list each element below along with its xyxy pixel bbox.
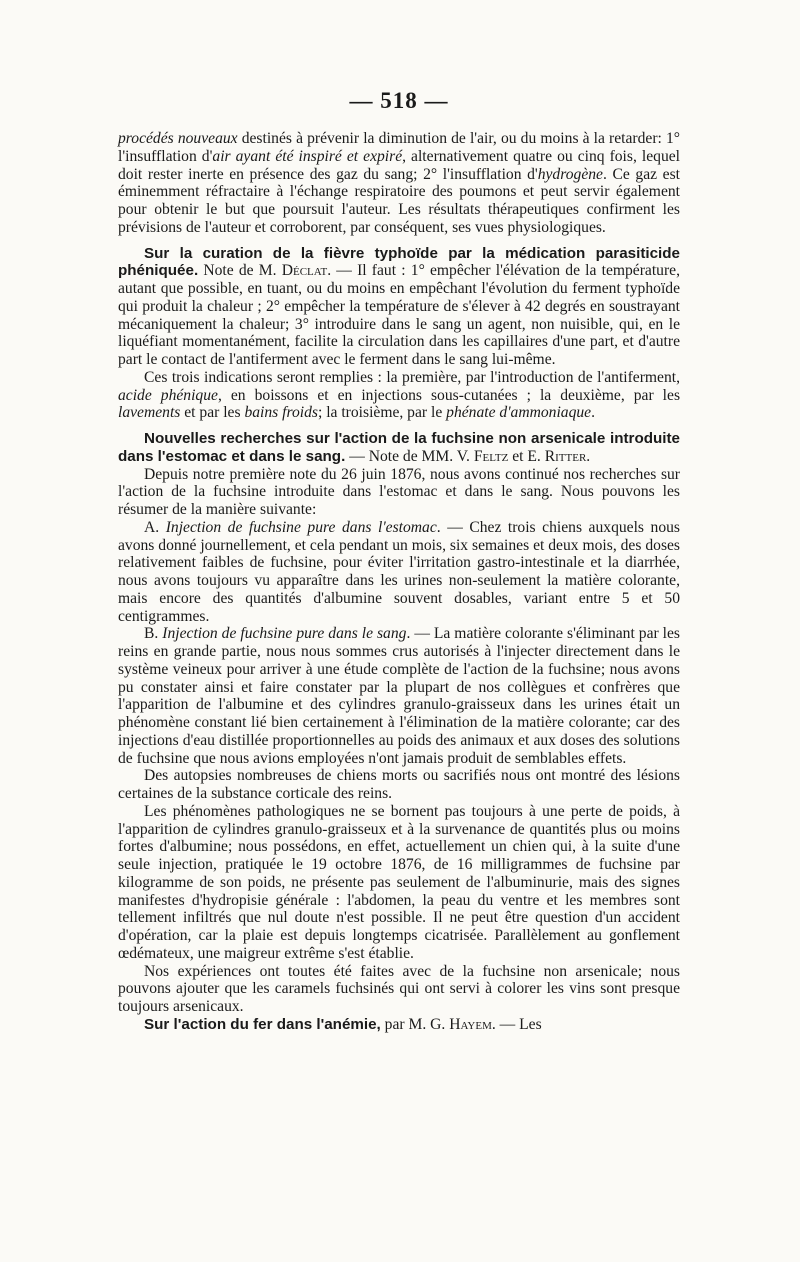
text: , alternativement quatre ou cinq fois, lequel doit rester inerte en présence des gaz du sang; 2° l'insufflation d' (118, 147, 680, 183)
paragraph-experiences: Nos expériences ont toutes été faites avec de la fuchsine non arsenicale; nous pouvons ajouter que les caramels fuchsinés qui ont servi à colorer les vins sont presque toujours arsenicaux. (118, 962, 680, 1015)
text: . Ce gaz est éminemment réfractaire à l'échange respiratoire des poumons et peut servir également pour obtenir le but que poursuit l'auteur. Les résultats thérapeutiques confirment les prévisions de l'auteur et corroborent, par conséquent, ses vues physiologiques. (118, 165, 680, 236)
author-name: Ritter (544, 447, 587, 465)
paragraph-1 (118, 130, 680, 237)
paragraph-indications (118, 369, 680, 422)
body-text (118, 130, 680, 1034)
text: . — Chez trois chiens auxquels nous avons donné journellement, et cela pendant un mois, six semaines et deux mois, des doses relativement faibles de fuchsine, pour éviter l'irritation gastro-intestinale et la diarrhée, nous avons toujours vu apparaître dans les urines non-seulement la matière colorante, mais encore des quantités d'albumine souvent dosables, variant entre 5 et 50 centigrammes. (118, 518, 680, 625)
author-name: Feltz (473, 447, 509, 465)
text: et E. (508, 447, 545, 465)
paragraph-sang (118, 625, 680, 767)
italic-text: air ayant été inspiré et expiré (212, 147, 403, 165)
italic-text: hydrogène (537, 165, 603, 183)
section-heading: Sur l'action du fer dans l'anémie, (144, 1015, 381, 1033)
text: . — La matière colorante s'éliminant par les reins en grande partie, nous nous sommes crus autorisés à l'injecter directement dans le système veineux pour arriver à une étude complète de l'action de la fuchsine; nous avons pu constater ainsi et faire constater par la plupart de nos collègues et confrères que l'apparition de l'albumine et des cylindres granulo-graisseux dans les urines était un phénomène constant lié bien certainement à l'élimination de la matière colorante; car des injections d'eau distillée proportionnelles au poids des animaux et aux doses des solutions de fuchsine que nous avions employées n'ont jamais produit de semblables effets. (118, 625, 680, 767)
italic-text: acide phénique (118, 386, 218, 404)
text: . — Les (491, 1015, 542, 1033)
author-name: Déclat (281, 262, 328, 280)
section-fer (118, 1016, 680, 1034)
item-label: B. (144, 625, 163, 643)
italic-text: phénate d'ammoniaque (446, 404, 592, 422)
text: , en boissons et en injections sous-cutanées ; la deuxième, par les (217, 386, 681, 404)
text: — Note de MM. V. (345, 447, 474, 465)
text: destinés à prévenir la diminution de l'air, ou du moins à la retarder: 1° l'insufflation d' (118, 130, 681, 165)
page-number: — 518 — (349, 88, 449, 113)
paragraph-summary: Depuis notre première note du 26 juin 1876, nous avons continué nos recherches sur l'action de la fuchsine introduite dans l'estomac et dans le sang. Nous pouvons les résumer de la manière suivante: (118, 465, 680, 518)
italic-text: lavements (118, 404, 181, 422)
paragraph-autopsies: Des autopsies nombreuses de chiens morts ou sacrifiés nous ont montré des lésions certaines de la substance corticale des reins. (118, 767, 680, 802)
text: par M. G. (380, 1015, 450, 1033)
text: . — Il faut : 1° empêcher l'élévation de la température, autant que possible, en tuant, ou du moins en empêchant l'évolution du ferment typhoïde qui produit la chaleur ; 2° empêcher la température de s'élever à 42 degrés en soustrayant mécaniquement la chaleur; 3° introduire dans le sang un agent, non nuisible, qui, en le liquéfiant momentanément, facilite la circulation dans les capillaires d'une part, et d'autre part le contact de l'antiferment avec le ferment dans le sang lui-même. (118, 262, 680, 368)
italic-text: Injection de fuchsine pure dans le sang (162, 625, 407, 643)
section-fuchsine (118, 430, 680, 466)
paragraph-estomac (118, 519, 680, 626)
item-label: A. (144, 518, 166, 536)
text: . (591, 404, 595, 422)
section-heading: Sur la curation de la fièvre typhoïde par la médication parasiticide phéniquée. (118, 244, 680, 280)
author-name: Hayem (449, 1015, 492, 1033)
section-typhoid (118, 245, 680, 369)
section-heading: Nouvelles recherches sur l'action de la fuchsine non arsenicale introduite dans l'estomac et dans le sang. (118, 430, 680, 465)
italic-text: bains froids (244, 404, 318, 422)
text: ; la troisième, par le (317, 404, 447, 422)
text: et par les (180, 404, 245, 422)
paragraph-phenomenes: Les phénomènes pathologiques ne se bornent pas toujours à une perte de poids, à l'apparition de cylindres granulo-graisseux et à la survenance de quantités plus ou moins fortes d'albumine; nous possédons, en effet, actuellement un chien qui, à la suite d'une seule injection, pratiquée le 19 octobre 1876, de 16 milligrammes de fuchsine par kilogramme de son poids, ne présente pas seulement de l'albuminurie, mais des signes manifestes d'hydropisie générale : l'abdomen, la peau du ventre et les membres sont tellement infiltrés que nul doute n'est possible. Il ne peut être question d'un accident d'opération, car la plaie est depuis longtemps cicatrisée. Parallèlement au gonflement œdémateux, une maigreur extrême s'est établie. (118, 802, 680, 962)
italic-text: Injection de fuchsine pure dans l'estomac (165, 518, 437, 536)
italic-text: procédés nouveaux (118, 130, 238, 147)
text: Note de M. (198, 262, 282, 280)
text: . (586, 447, 591, 465)
text: Ces trois indications seront remplies : la première, par l'introduction de l'antiferment, (144, 368, 680, 386)
